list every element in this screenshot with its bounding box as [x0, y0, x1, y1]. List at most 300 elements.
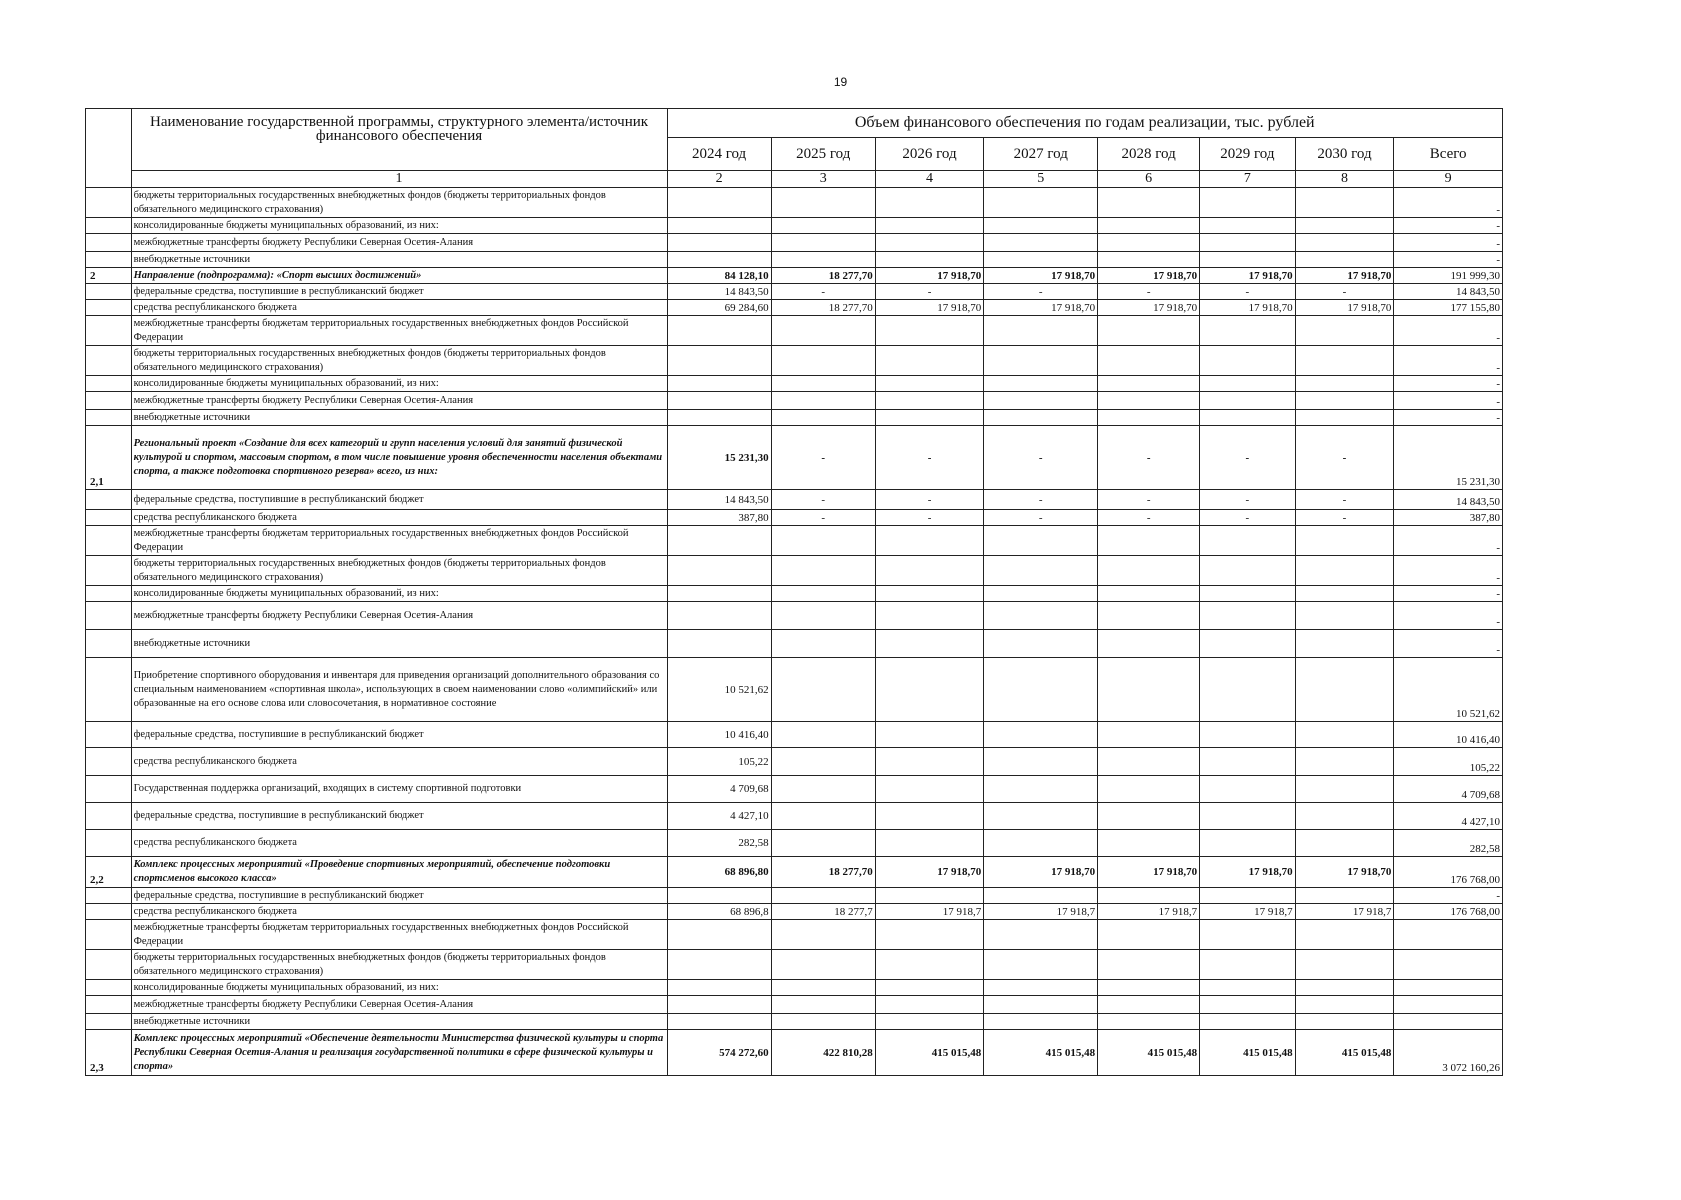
- year-value-cell: [1200, 556, 1295, 586]
- year-value-cell: -: [1098, 510, 1200, 526]
- table-row: [86, 602, 1503, 630]
- row-number: [86, 410, 132, 426]
- row-name: внебюджетные источники: [131, 410, 667, 426]
- year-value-cell: 17 918,7: [1295, 904, 1394, 920]
- year-value-cell: -: [1200, 284, 1295, 300]
- year-value-cell: [771, 316, 875, 346]
- year-value-cell: [1295, 996, 1394, 1014]
- header-year-cell: 2030 год: [1295, 138, 1394, 171]
- row-name: федеральные средства, поступившие в республиканский бюджет: [131, 284, 667, 300]
- year-value-cell: [875, 316, 983, 346]
- year-value-cell: [1200, 803, 1295, 830]
- year-value-cell: [875, 410, 983, 426]
- year-value-cell: [667, 392, 771, 410]
- year-value-cell: [1098, 776, 1200, 803]
- year-value-cell: 17 918,70: [1098, 268, 1200, 284]
- year-value-cell: [1098, 1014, 1200, 1030]
- year-value-cell: 17 918,70: [984, 268, 1098, 284]
- table-row: [86, 316, 1503, 346]
- row-name: средства республиканского бюджета: [131, 904, 667, 920]
- year-value-cell: [875, 392, 983, 410]
- total-cell: 14 843,50: [1394, 490, 1503, 510]
- year-value-cell: [1098, 980, 1200, 996]
- row-name: межбюджетные трансферты бюджетам территориальных государственных внебюджетных фондов Российской Федерации: [131, 316, 667, 346]
- row-name: межбюджетные трансферты бюджету Республики Северная Осетия-Алания: [131, 234, 667, 252]
- total-cell: [1394, 996, 1503, 1014]
- year-value-cell: [1295, 1014, 1394, 1030]
- year-value-cell: [771, 803, 875, 830]
- row-number: [86, 316, 132, 346]
- year-value-cell: [1200, 218, 1295, 234]
- year-value-cell: [771, 776, 875, 803]
- row-name: Направление (подпрограмма): «Спорт высших достижений»: [131, 268, 667, 284]
- year-value-cell: [1295, 658, 1394, 722]
- header-year-cell: 2026 год: [875, 138, 983, 171]
- year-value-cell: 18 277,7: [771, 904, 875, 920]
- year-value-cell: 14 843,50: [667, 284, 771, 300]
- year-value-cell: [1098, 722, 1200, 748]
- year-value-cell: [1295, 218, 1394, 234]
- table-row: [86, 426, 1503, 490]
- year-value-cell: [1200, 526, 1295, 556]
- year-value-cell: 282,58: [667, 830, 771, 857]
- table-row: [86, 376, 1503, 392]
- year-value-cell: [875, 658, 983, 722]
- year-value-cell: [984, 188, 1098, 218]
- year-value-cell: 17 918,7: [984, 904, 1098, 920]
- table-row: [86, 268, 1503, 284]
- total-cell: -: [1394, 630, 1503, 658]
- row-number: [86, 376, 132, 392]
- table-row: [86, 830, 1503, 857]
- total-cell: 176 768,00: [1394, 857, 1503, 888]
- year-value-cell: [875, 980, 983, 996]
- year-value-cell: [771, 392, 875, 410]
- total-cell: 15 231,30: [1394, 426, 1503, 490]
- table-row: [86, 526, 1503, 556]
- year-value-cell: [1098, 920, 1200, 950]
- row-number: [86, 830, 132, 857]
- year-value-cell: [875, 218, 983, 234]
- header-name-col: Наименование государственной программы, структурного элемента/источник финансового обеспечения: [131, 109, 667, 171]
- header-column-number: 4: [875, 171, 983, 188]
- year-value-cell: 18 277,70: [771, 300, 875, 316]
- table-row: [86, 776, 1503, 803]
- year-value-cell: [1098, 630, 1200, 658]
- table-row: [86, 658, 1503, 722]
- year-value-cell: [1295, 556, 1394, 586]
- header-year-cell: 2025 год: [771, 138, 875, 171]
- year-value-cell: -: [875, 510, 983, 526]
- year-value-cell: 17 918,70: [984, 857, 1098, 888]
- year-value-cell: [1098, 658, 1200, 722]
- year-value-cell: 68 896,80: [667, 857, 771, 888]
- year-value-cell: [771, 950, 875, 980]
- year-value-cell: [1295, 920, 1394, 950]
- header-volume-title: Объем финансового обеспечения по годам реализации, тыс. рублей: [667, 109, 1503, 138]
- year-value-cell: [667, 410, 771, 426]
- year-value-cell: [667, 920, 771, 950]
- total-cell: -: [1394, 218, 1503, 234]
- header-num-cell: [86, 109, 132, 188]
- row-number: [86, 556, 132, 586]
- year-value-cell: -: [984, 426, 1098, 490]
- year-value-cell: 415 015,48: [875, 1030, 983, 1076]
- year-value-cell: 4 427,10: [667, 803, 771, 830]
- row-name: внебюджетные источники: [131, 630, 667, 658]
- year-value-cell: -: [1098, 284, 1200, 300]
- row-name: межбюджетные трансферты бюджету Республики Северная Осетия-Алания: [131, 392, 667, 410]
- year-value-cell: 17 918,7: [1200, 904, 1295, 920]
- total-cell: 176 768,00: [1394, 904, 1503, 920]
- year-value-cell: [1200, 950, 1295, 980]
- table-row: [86, 346, 1503, 376]
- total-cell: -: [1394, 888, 1503, 904]
- year-value-cell: [984, 602, 1098, 630]
- year-value-cell: [667, 316, 771, 346]
- year-value-cell: 17 918,70: [1295, 268, 1394, 284]
- year-value-cell: -: [771, 490, 875, 510]
- row-number: 2,1: [86, 426, 132, 490]
- year-value-cell: [984, 392, 1098, 410]
- year-value-cell: 422 810,28: [771, 1030, 875, 1076]
- row-number: [86, 602, 132, 630]
- row-number: [86, 920, 132, 950]
- year-value-cell: [1200, 980, 1295, 996]
- year-value-cell: 17 918,7: [875, 904, 983, 920]
- year-value-cell: [875, 630, 983, 658]
- row-number: [86, 803, 132, 830]
- year-value-cell: -: [984, 510, 1098, 526]
- year-value-cell: [984, 996, 1098, 1014]
- year-value-cell: [667, 1014, 771, 1030]
- year-value-cell: [1200, 722, 1295, 748]
- table-row: [86, 300, 1503, 316]
- year-value-cell: [1098, 888, 1200, 904]
- row-name: Региональный проект «Создание для всех категорий и групп населения условий для занятий физической культурой и спортом, массовым спортом, в том числе повышение уровня обеспеченности населения объектами спорта, а также подготовка спортивного резерва» всего, из них:: [131, 426, 667, 490]
- year-value-cell: [771, 252, 875, 268]
- row-number: [86, 996, 132, 1014]
- year-value-cell: [875, 996, 983, 1014]
- total-cell: 105,22: [1394, 748, 1503, 776]
- year-value-cell: [1200, 748, 1295, 776]
- year-value-cell: 10 416,40: [667, 722, 771, 748]
- year-value-cell: 18 277,70: [771, 857, 875, 888]
- year-value-cell: [1200, 410, 1295, 426]
- year-value-cell: [1295, 252, 1394, 268]
- header-column-number: 8: [1295, 171, 1394, 188]
- year-value-cell: 14 843,50: [667, 490, 771, 510]
- year-value-cell: [1200, 888, 1295, 904]
- year-value-cell: [984, 526, 1098, 556]
- total-cell: 4 427,10: [1394, 803, 1503, 830]
- row-number: 2,3: [86, 1030, 132, 1076]
- year-value-cell: 17 918,70: [1098, 300, 1200, 316]
- year-value-cell: [1098, 234, 1200, 252]
- table-row: [86, 218, 1503, 234]
- year-value-cell: [984, 980, 1098, 996]
- total-cell: 191 999,30: [1394, 268, 1503, 284]
- year-value-cell: [667, 526, 771, 556]
- table-body: [86, 188, 1503, 1076]
- year-value-cell: [667, 218, 771, 234]
- year-value-cell: [1098, 556, 1200, 586]
- row-number: [86, 526, 132, 556]
- year-value-cell: [1295, 526, 1394, 556]
- header-column-numbers-row: [86, 171, 1503, 188]
- year-value-cell: [1200, 586, 1295, 602]
- row-name: бюджеты территориальных государственных внебюджетных фондов (бюджеты территориальных фондов обязательного медицинского страхования): [131, 950, 667, 980]
- year-value-cell: [875, 950, 983, 980]
- year-value-cell: 17 918,70: [875, 857, 983, 888]
- year-value-cell: [771, 1014, 875, 1030]
- row-number: [86, 950, 132, 980]
- table-header: [86, 109, 1503, 188]
- table-row: [86, 392, 1503, 410]
- year-value-cell: 10 521,62: [667, 658, 771, 722]
- year-value-cell: [667, 346, 771, 376]
- year-value-cell: 17 918,70: [1295, 300, 1394, 316]
- row-name: внебюджетные источники: [131, 252, 667, 268]
- year-value-cell: [771, 234, 875, 252]
- table-row: [86, 888, 1503, 904]
- row-number: [86, 510, 132, 526]
- year-value-cell: 574 272,60: [667, 1030, 771, 1076]
- total-cell: -: [1394, 346, 1503, 376]
- table-row: [86, 996, 1503, 1014]
- year-value-cell: [984, 218, 1098, 234]
- year-value-cell: [984, 1014, 1098, 1030]
- year-value-cell: [1200, 376, 1295, 392]
- year-value-cell: [1098, 346, 1200, 376]
- year-value-cell: [984, 748, 1098, 776]
- year-value-cell: -: [1295, 510, 1394, 526]
- row-name: консолидированные бюджеты муниципальных образований, из них:: [131, 586, 667, 602]
- year-value-cell: [771, 526, 875, 556]
- year-value-cell: 15 231,30: [667, 426, 771, 490]
- year-value-cell: [1200, 252, 1295, 268]
- row-number: [86, 392, 132, 410]
- year-value-cell: 415 015,48: [1200, 1030, 1295, 1076]
- table-row: [86, 950, 1503, 980]
- year-value-cell: [984, 630, 1098, 658]
- year-value-cell: [984, 920, 1098, 950]
- year-value-cell: [984, 722, 1098, 748]
- year-value-cell: [984, 586, 1098, 602]
- year-value-cell: [875, 1014, 983, 1030]
- header-year-cell: 2027 год: [984, 138, 1098, 171]
- year-value-cell: [1200, 920, 1295, 950]
- total-cell: -: [1394, 602, 1503, 630]
- year-value-cell: [1295, 586, 1394, 602]
- row-name: средства республиканского бюджета: [131, 300, 667, 316]
- year-value-cell: [984, 556, 1098, 586]
- row-number: [86, 218, 132, 234]
- year-value-cell: [1295, 776, 1394, 803]
- page-number: 19: [833, 75, 848, 89]
- header-column-number: 5: [984, 171, 1098, 188]
- year-value-cell: -: [1295, 490, 1394, 510]
- year-value-cell: -: [1200, 490, 1295, 510]
- year-value-cell: [1098, 410, 1200, 426]
- row-number: [86, 888, 132, 904]
- row-number: [86, 234, 132, 252]
- year-value-cell: 17 918,70: [984, 300, 1098, 316]
- year-value-cell: [984, 776, 1098, 803]
- year-value-cell: [771, 218, 875, 234]
- year-value-cell: 84 128,10: [667, 268, 771, 284]
- year-value-cell: [1098, 218, 1200, 234]
- year-value-cell: 415 015,48: [1098, 1030, 1200, 1076]
- row-name: средства республиканского бюджета: [131, 830, 667, 857]
- year-value-cell: [667, 556, 771, 586]
- row-name: межбюджетные трансферты бюджетам территориальных государственных внебюджетных фондов Российской Федерации: [131, 920, 667, 950]
- header-year-cell: Всего: [1394, 138, 1503, 171]
- table-row: [86, 722, 1503, 748]
- total-cell: 10 521,62: [1394, 658, 1503, 722]
- year-value-cell: [1295, 602, 1394, 630]
- year-value-cell: [1295, 830, 1394, 857]
- row-number: [86, 980, 132, 996]
- year-value-cell: [1295, 630, 1394, 658]
- year-value-cell: [984, 658, 1098, 722]
- header-column-number: 6: [1098, 171, 1200, 188]
- table-row: [86, 284, 1503, 300]
- year-value-cell: [984, 316, 1098, 346]
- total-cell: [1394, 1014, 1503, 1030]
- table-row: [86, 803, 1503, 830]
- year-value-cell: [771, 996, 875, 1014]
- year-value-cell: [1098, 392, 1200, 410]
- total-cell: 4 709,68: [1394, 776, 1503, 803]
- row-number: [86, 300, 132, 316]
- year-value-cell: 17 918,70: [1295, 857, 1394, 888]
- total-cell: -: [1394, 410, 1503, 426]
- year-value-cell: [875, 920, 983, 950]
- row-name: бюджеты территориальных государственных внебюджетных фондов (бюджеты территориальных фондов обязательного медицинского страхования): [131, 188, 667, 218]
- year-value-cell: [984, 346, 1098, 376]
- table-row: [86, 630, 1503, 658]
- year-value-cell: [1200, 1014, 1295, 1030]
- row-name: Комплекс процессных мероприятий «Проведение спортивных мероприятий, обеспечение подготовки спортсменов высокого класса»: [131, 857, 667, 888]
- year-value-cell: -: [984, 284, 1098, 300]
- header-column-number: 3: [771, 171, 875, 188]
- row-name: бюджеты территориальных государственных внебюджетных фондов (бюджеты территориальных фондов обязательного медицинского страхования): [131, 556, 667, 586]
- table-row: [86, 410, 1503, 426]
- year-value-cell: [1098, 950, 1200, 980]
- year-value-cell: [667, 950, 771, 980]
- row-number: [86, 748, 132, 776]
- year-value-cell: -: [1098, 426, 1200, 490]
- table-row: [86, 556, 1503, 586]
- year-value-cell: [984, 410, 1098, 426]
- year-value-cell: [771, 980, 875, 996]
- year-value-cell: [771, 658, 875, 722]
- year-value-cell: [984, 376, 1098, 392]
- year-value-cell: [875, 556, 983, 586]
- year-value-cell: -: [771, 510, 875, 526]
- year-value-cell: [1295, 888, 1394, 904]
- table-row: [86, 980, 1503, 996]
- total-cell: -: [1394, 234, 1503, 252]
- year-value-cell: [875, 803, 983, 830]
- year-value-cell: [1098, 748, 1200, 776]
- year-value-cell: [875, 776, 983, 803]
- year-value-cell: [667, 376, 771, 392]
- year-value-cell: [771, 748, 875, 776]
- year-value-cell: [1295, 316, 1394, 346]
- total-cell: -: [1394, 392, 1503, 410]
- year-value-cell: [984, 830, 1098, 857]
- row-number: [86, 630, 132, 658]
- table-row: [86, 904, 1503, 920]
- table-row: [86, 510, 1503, 526]
- row-name: Государственная поддержка организаций, входящих в систему спортивной подготовки: [131, 776, 667, 803]
- row-name: межбюджетные трансферты бюджету Республики Северная Осетия-Алания: [131, 602, 667, 630]
- table-row: [86, 234, 1503, 252]
- year-value-cell: -: [1200, 426, 1295, 490]
- year-value-cell: [1200, 392, 1295, 410]
- year-value-cell: [667, 602, 771, 630]
- year-value-cell: [1295, 722, 1394, 748]
- year-value-cell: 17 918,70: [1200, 268, 1295, 284]
- total-cell: -: [1394, 586, 1503, 602]
- year-value-cell: [1098, 252, 1200, 268]
- row-number: [86, 188, 132, 218]
- table-row: [86, 586, 1503, 602]
- table-row: [86, 920, 1503, 950]
- year-value-cell: [1200, 346, 1295, 376]
- year-value-cell: [875, 602, 983, 630]
- row-name: Приобретение спортивного оборудования и инвентаря для приведения организаций дополнительного образования со специальным наименованием «спортивная школа», использующих в своем наименовании слово «олимпийский» или образованные на его основе слова или словосочетания, в нормативное состояние: [131, 658, 667, 722]
- table-row: [86, 1014, 1503, 1030]
- year-value-cell: [875, 234, 983, 252]
- header-year-cell: 2024 год: [667, 138, 771, 171]
- year-value-cell: [875, 346, 983, 376]
- year-value-cell: [1098, 602, 1200, 630]
- header-column-number: 2: [667, 171, 771, 188]
- row-name: федеральные средства, поступившие в республиканский бюджет: [131, 888, 667, 904]
- year-value-cell: [667, 252, 771, 268]
- year-value-cell: [1098, 996, 1200, 1014]
- year-value-cell: [771, 602, 875, 630]
- table-row: [86, 748, 1503, 776]
- year-value-cell: 415 015,48: [1295, 1030, 1394, 1076]
- row-number: [86, 252, 132, 268]
- year-value-cell: [667, 234, 771, 252]
- year-value-cell: [875, 888, 983, 904]
- row-name: межбюджетные трансферты бюджетам территориальных государственных внебюджетных фондов Российской Федерации: [131, 526, 667, 556]
- year-value-cell: [771, 410, 875, 426]
- year-value-cell: [1200, 188, 1295, 218]
- year-value-cell: 17 918,70: [875, 268, 983, 284]
- table-row: [86, 490, 1503, 510]
- year-value-cell: [667, 586, 771, 602]
- year-value-cell: -: [875, 490, 983, 510]
- year-value-cell: [984, 803, 1098, 830]
- row-name: федеральные средства, поступившие в республиканский бюджет: [131, 803, 667, 830]
- year-value-cell: -: [1200, 510, 1295, 526]
- year-value-cell: -: [875, 426, 983, 490]
- year-value-cell: -: [1098, 490, 1200, 510]
- year-value-cell: [875, 830, 983, 857]
- year-value-cell: -: [984, 490, 1098, 510]
- year-value-cell: [1295, 346, 1394, 376]
- year-value-cell: [875, 722, 983, 748]
- year-value-cell: [1295, 392, 1394, 410]
- year-value-cell: [771, 586, 875, 602]
- year-value-cell: [1200, 630, 1295, 658]
